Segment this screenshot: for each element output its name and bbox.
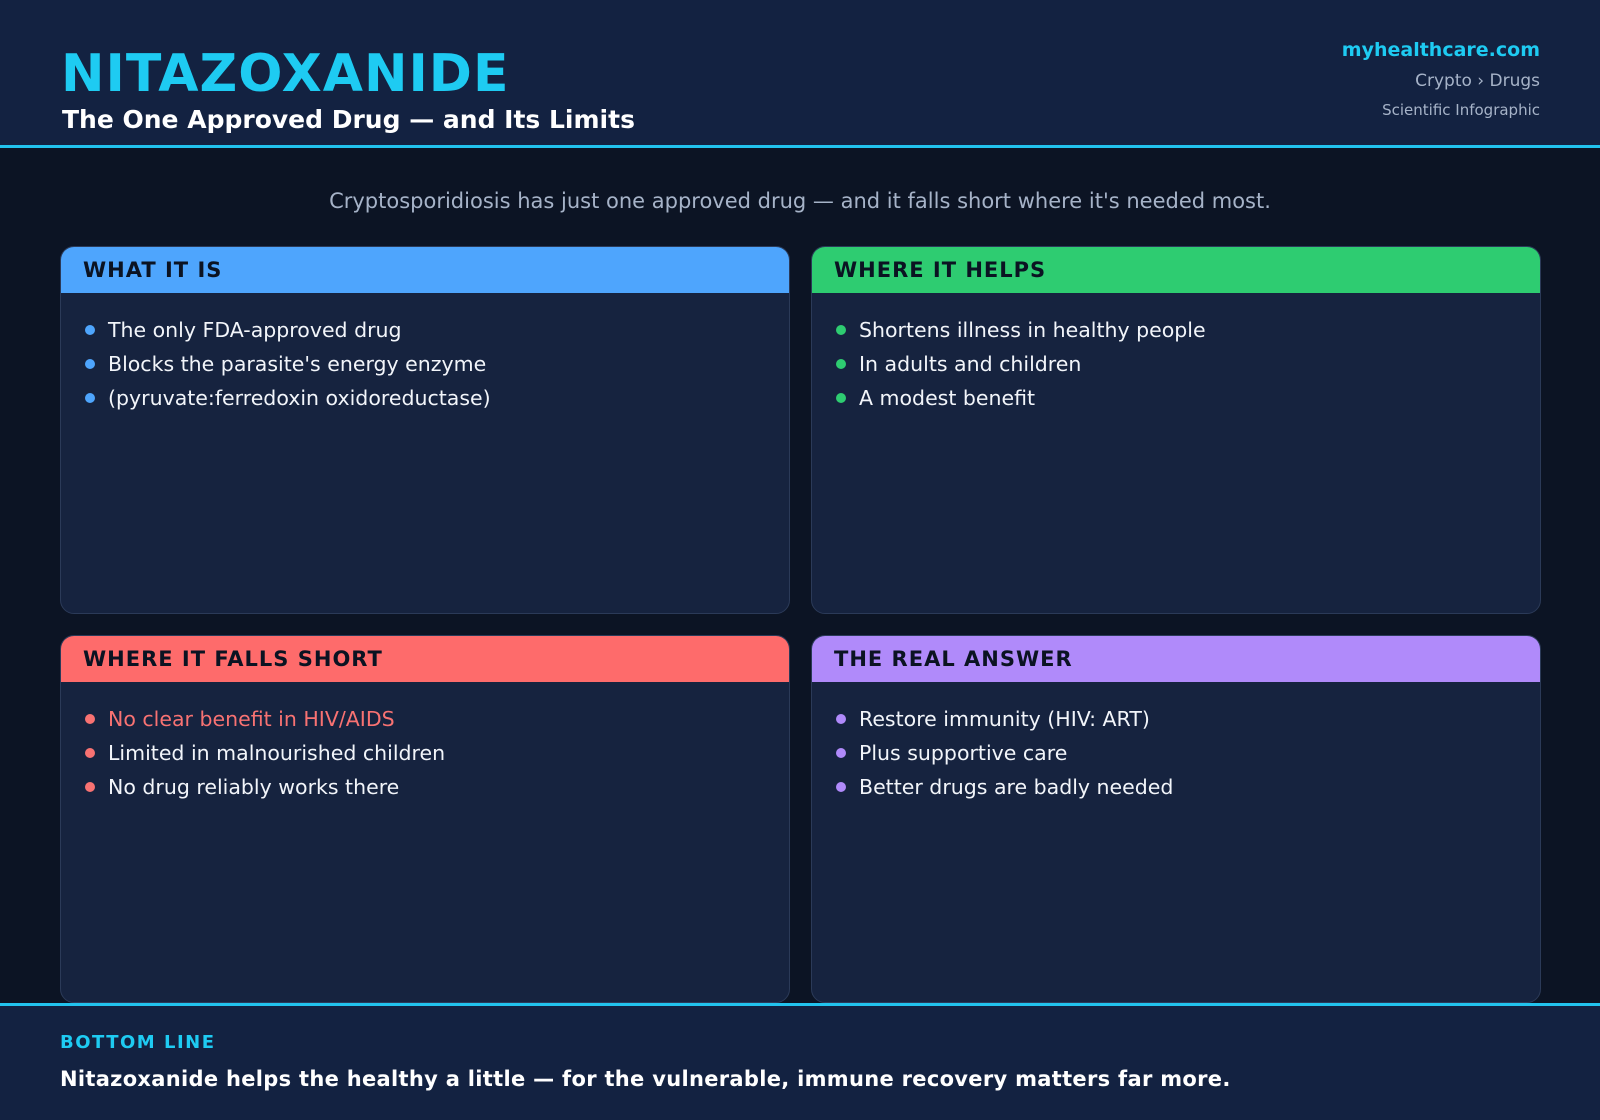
- bullet-dot-icon: [85, 714, 95, 724]
- list-item-text: Limited in malnourished children: [108, 741, 446, 765]
- bullet-dot-icon: [85, 325, 95, 335]
- card-the-real-answer: [811, 635, 1541, 1003]
- list-item-text: No drug reliably works there: [108, 775, 400, 799]
- bullet-dot-icon: [85, 393, 95, 403]
- card-heading: WHERE IT HELPS: [812, 247, 1540, 293]
- list-item: [836, 347, 1540, 381]
- header-bar: [0, 0, 1600, 148]
- bullet-dot-icon: [85, 748, 95, 758]
- list-item: [85, 313, 789, 347]
- card-heading: THE REAL ANSWER: [812, 636, 1540, 682]
- list-item-text: Plus supportive care: [859, 741, 1068, 765]
- list-item: [85, 347, 789, 381]
- list-item: [836, 702, 1540, 736]
- brand-link[interactable]: myhealthcare.com: [1341, 39, 1540, 61]
- list-item: [836, 736, 1540, 770]
- list-item: [85, 702, 789, 736]
- list-item-text: Restore immunity (HIV: ART): [859, 707, 1150, 731]
- card-what-it-is: [60, 246, 790, 614]
- list-item-text-highlight: No clear benefit in HIV/AIDS: [108, 707, 395, 731]
- list-item-text: Better drugs are badly needed: [859, 775, 1174, 799]
- bullet-dot-icon: [85, 359, 95, 369]
- card-heading: WHERE IT FALLS SHORT: [61, 636, 789, 682]
- bullet-dot-icon: [836, 393, 846, 403]
- list-item-text: (pyruvate:ferredoxin oxidoreductase): [108, 386, 491, 410]
- bottom-line-text: Nitazoxanide helps the healthy a little — for the vulnerable, immune recovery matters far more.: [60, 1067, 1231, 1091]
- bottom-line-bar: [0, 1003, 1600, 1120]
- list-item: [836, 381, 1540, 415]
- card-list: [812, 293, 1540, 415]
- page-title: NITAZOXANIDE: [61, 44, 510, 104]
- list-item-text: The only FDA-approved drug: [108, 318, 402, 342]
- bullet-dot-icon: [836, 325, 846, 335]
- bottom-line-label: BOTTOM LINE: [60, 1032, 216, 1053]
- card-list: [61, 293, 789, 415]
- list-item: [836, 770, 1540, 804]
- tagline: Scientific Infographic: [1382, 101, 1540, 119]
- breadcrumb: Crypto › Drugs: [1415, 71, 1540, 91]
- bullet-dot-icon: [836, 782, 846, 792]
- bullet-dot-icon: [85, 782, 95, 792]
- list-item-text: Shortens illness in healthy people: [859, 318, 1206, 342]
- card-where-it-helps: [811, 246, 1541, 614]
- bullet-dot-icon: [836, 748, 846, 758]
- bullet-dot-icon: [836, 714, 846, 724]
- list-item-text: In adults and children: [859, 352, 1082, 376]
- list-item: [85, 381, 789, 415]
- bullet-dot-icon: [836, 359, 846, 369]
- list-item: [85, 736, 789, 770]
- list-item: [836, 313, 1540, 347]
- list-item-text: Blocks the parasite's energy enzyme: [108, 352, 487, 376]
- card-list: [812, 682, 1540, 804]
- card-list: [61, 682, 789, 804]
- card-heading: WHAT IT IS: [61, 247, 789, 293]
- intro-text: Cryptosporidiosis has just one approved drug — and it falls short where it's needed most.: [329, 189, 1271, 213]
- list-item: [85, 770, 789, 804]
- card-where-it-falls-short: [60, 635, 790, 1003]
- list-item-text: A modest benefit: [859, 386, 1036, 410]
- page-subtitle: The One Approved Drug — and Its Limits: [62, 105, 635, 134]
